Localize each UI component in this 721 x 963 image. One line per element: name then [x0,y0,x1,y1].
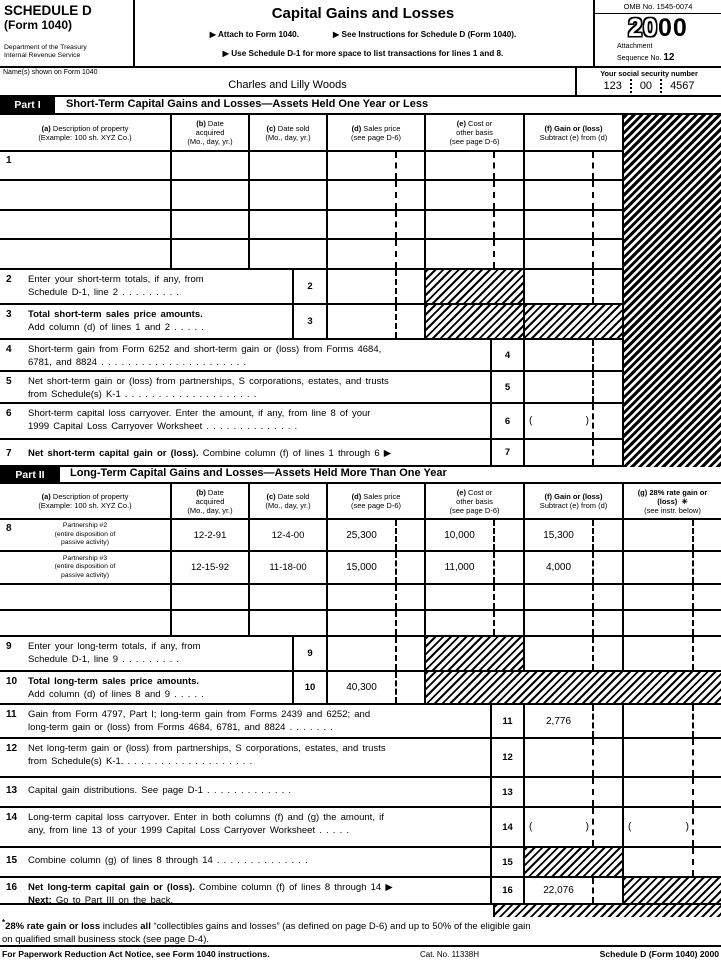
line-11-text: 11 Gain from Form 4797, Part I; long-term gain from Forms 2439 and 6252; and long-term gain or (loss) from Forms 4684, 6781, and 8824 . . . . . . . [6,709,371,734]
ssn-serial[interactable]: 4567 [670,80,695,92]
col-header-description: (a) Description of property (Example: 100 sh. XYZ Co.) [38,492,132,510]
lt-cell-cost-basis[interactable] [424,611,523,635]
st-cell-description[interactable] [0,181,170,209]
lt-cell-gain-loss[interactable]: 4,000 [523,552,622,583]
line-6-text: 6 Short-term capital loss carryover. Enter the amount, if any, from line 8 of your 1999 Capital Loss Carryover Worksheet . . . . . . . . . . . . . . [6,408,371,433]
line-5-amount-field[interactable] [523,372,622,402]
close-paren: ) [585,415,589,427]
name-row [0,68,721,97]
bottom-hatched-strip [493,905,721,917]
cents-divider [692,637,694,670]
part1-column-headers [0,113,622,152]
lt-cell-sales-price[interactable]: 25,300 [326,520,424,550]
tax-year-outline: 20 [628,14,658,42]
line-2-text: 2 Enter your short-term totals, if any, from Schedule D-1, line 2 . . . . . . . . . [6,274,204,299]
cents-divider [592,705,594,737]
open-paren: ( [529,415,533,427]
lt-cell-date-acquired[interactable] [170,585,248,609]
lt-grid-row [0,552,721,585]
cents-divider [395,611,397,635]
close-paren: ) [685,821,689,833]
cents-divider [692,705,694,737]
open-paren: ( [628,821,632,833]
cents-divider [592,552,594,583]
col-header-date-acquired: (b) Date acquired (Mo., day, yr.) [170,484,248,518]
lt-grid-row [0,520,721,552]
cents-divider [592,152,594,179]
st-cell-cost-basis[interactable] [424,181,523,209]
line-11-gain-field[interactable]: 2,776 [523,705,622,737]
form-title-block [135,0,591,68]
line-12-row [0,739,721,778]
cents-divider [395,270,397,303]
name-label: Name(s) shown on Form 1040 [3,69,98,76]
line-14-row [0,808,721,848]
line-4-row [0,340,622,372]
form-1040-label: (Form 1040) [4,17,73,32]
st-cell-sales-price[interactable] [326,181,424,209]
col-header-description: (a) Description of property (Example: 100 sh. XYZ Co.) [38,123,132,142]
st-cell-cost-basis[interactable] [424,240,523,268]
footnote-star: * [2,918,6,927]
st-grid-row [0,211,622,240]
ssn-label: Your social security number [600,69,698,78]
line-10-row [0,672,721,705]
st-cell-gain-loss[interactable] [523,211,622,238]
cents-divider [592,211,594,238]
taxpayer-name-field[interactable]: Charles and Lilly Woods [228,79,347,91]
st-cell-date-acquired[interactable] [170,181,248,209]
st-cell-date-sold[interactable] [248,240,326,268]
st-cell-date-acquired[interactable] [170,240,248,268]
line-15-28pct-field[interactable] [622,848,721,876]
line-14-text: 14 Long-term capital loss carryover. Enter in both columns (f) and (g) the amount, if any, from line 13 of your 1999 Capital Loss Carryover Worksheet . . . . . [6,812,384,837]
lt-cell-28pct-gain[interactable] [622,585,721,609]
col-header-date-acquired: (b) Date acquired (Mo., day, yr.) [170,115,248,150]
cents-divider [395,552,397,583]
hatched-cell [424,305,523,338]
lt-grid-row [0,611,721,637]
line-14-gain-field[interactable] [523,808,622,846]
footnote-line2: on qualified small business stock (see page D-4). [2,933,209,945]
line-10-text: 10 Total long-term sales price amounts. Add column (d) of lines 8 and 9 . . . . . [6,676,204,701]
line-6-row [0,404,622,440]
line-4-text: 4 Short-term gain from Form 6252 and short-term gain or (loss) from Forms 4684, 6781, and 8824 . . . . . . . . . . . . . . . . . . . . . . [6,344,382,369]
header-bullets-2 [135,48,591,58]
cents-divider [592,270,594,303]
line-9-28pct-field[interactable] [622,637,721,670]
line-12-text: 12 Net long-term gain or (loss) from partnerships, S corporations, estates, and trusts from Schedule(s) K-1. . . . . . . . . . . . . . . . . . . . [6,743,386,768]
lt-cell-date-acquired[interactable]: 12-2-91 [170,520,248,550]
col-header-gain-loss: (f) Gain or (loss) Subtract (e) from (d) [523,115,622,150]
st-cell-gain-loss[interactable] [523,181,622,209]
line-2-amount-field[interactable] [326,270,424,303]
line-2-row [0,270,622,305]
cents-divider [395,181,397,209]
description-value: Partnership #3 (entire disposition of passive activity) [54,554,116,579]
st-cell-description[interactable] [0,211,170,238]
st-cell-date-acquired[interactable] [170,152,248,179]
line-3-row [0,305,622,340]
cents-divider [592,404,594,438]
line-9-row [0,637,721,672]
line-9-amount-field[interactable] [326,637,424,670]
lt-cell-cost-basis[interactable]: 10,000 [424,520,523,550]
lt-cell-date-acquired[interactable] [170,611,248,635]
form-footer [0,949,721,963]
sequence-number: 12 [663,52,675,64]
form-footer-id: Schedule D (Form 1040) 2000 [599,949,719,959]
cents-divider [592,739,594,776]
lt-cell-cost-basis[interactable] [424,585,523,609]
st-cell-sales-price[interactable] [326,211,424,238]
cents-divider [395,305,397,338]
asterisk-icon: ✳ [681,496,688,506]
part2-bar [0,467,721,482]
cents-divider [592,372,594,402]
schedule-title [4,3,92,32]
cents-divider [493,552,495,583]
col-header-sales-price: (d) Sales price (see page D-6) [326,115,424,150]
lt-grid-row [0,585,721,611]
line-13-row [0,778,721,808]
col-header-sales-price: (d) Sales price (see page D-6) [326,484,424,518]
dept-treasury-label: Department of the Treasury [4,44,87,51]
ssn-separator [660,79,662,93]
cents-divider [692,611,694,635]
line-1-number: 1 [6,155,12,166]
ssn-field[interactable] [577,79,721,93]
footnote: *28% rate gain or loss includes all “collectibles gains and losses” (as defined on page D-6) and up to 50% of the eligible gain on qualified small business stock (see page D-4). [0,918,721,947]
line-7-amount-field[interactable] [523,440,622,465]
ssn-separator [630,79,632,93]
part1-label: Part I [0,97,55,113]
lt-cell-description[interactable] [0,585,170,609]
lt-cell-28pct-gain[interactable] [622,611,721,635]
cents-divider [592,520,594,550]
line-3-box-number: 3 [292,305,326,338]
st-cell-description[interactable] [0,240,170,268]
lt-cell-date-sold[interactable]: 11-18-00 [248,552,326,583]
st-grid-row [0,152,622,181]
cents-divider [692,520,694,550]
cents-divider [592,637,594,670]
line-7-row [0,440,622,467]
lt-cell-description[interactable] [0,520,170,550]
col-header-cost-basis: (e) Cost or other basis (see page D-6) [424,115,523,150]
lt-cell-sales-price[interactable]: 15,000 [326,552,424,583]
line-13-28pct-field[interactable] [622,778,721,806]
lt-cell-date-acquired[interactable]: 12-15-92 [170,552,248,583]
cents-divider [592,585,594,609]
part2-column-headers [0,482,721,520]
lt-cell-28pct-gain[interactable] [622,520,721,550]
st-grid-row [0,181,622,211]
ssn-area[interactable]: 123 [603,80,622,92]
cents-divider [493,611,495,635]
cents-divider [692,848,694,876]
line-6-amount-field[interactable] [523,404,622,438]
lt-cell-gain-loss[interactable] [523,585,622,609]
line-9-gain-field[interactable] [523,637,622,670]
hatched-cell [424,270,523,303]
st-grid-row [0,240,622,270]
line-5-box-number: 5 [490,372,523,402]
line-10-box-number: 10 [292,672,326,703]
cents-divider [493,211,495,238]
description-value: Partnership #2 (entire disposition of passive activity) [54,522,116,547]
attach-instruction: ▶ Attach to Form 1040. [209,30,299,39]
hatched-cell [424,637,523,670]
col-header-date-sold: (c) Date sold (Mo., day, yr.) [248,484,326,518]
lt-cell-sales-price[interactable] [326,611,424,635]
line-4-amount-field[interactable] [523,340,622,370]
lt-cell-date-sold[interactable] [248,585,326,609]
line-11-28pct-field[interactable] [622,705,721,737]
ssn-group[interactable]: 00 [639,80,653,92]
line-11-row [0,705,721,739]
omb-box [593,0,721,68]
st-cell-sales-price[interactable] [326,152,424,179]
line-16-text: 16 Net long-term capital gain or (loss). Combine column (f) of lines 8 through 14 ▶ Next: Go to Part III on the back. [6,882,393,907]
cents-divider [395,520,397,550]
cents-divider [592,878,594,903]
line-3-text: 3 Total short-term sales price amounts. Add column (d) of lines 1 and 2 . . . . . [6,309,204,334]
lt-cell-gain-loss[interactable]: 15,300 [523,520,622,550]
paperwork-notice: For Paperwork Reduction Act Notice, see Form 1040 instructions. [2,949,270,959]
cents-divider [692,552,694,583]
line-14-28pct-field[interactable] [622,808,721,846]
line-2-box-number: 2 [292,270,326,303]
cents-divider [395,240,397,268]
cents-divider [493,240,495,268]
st-cell-date-sold[interactable] [248,152,326,179]
line-9-box-number: 9 [292,637,326,670]
cents-divider [592,778,594,806]
line-7-text: 7 Net short-term capital gain or (loss). Combine column (f) of lines 1 through 6 ▶ [6,448,392,459]
hatched-cell [523,305,622,338]
header-bullets-1 [135,29,591,39]
st-cell-gain-loss[interactable] [523,152,622,179]
st-cell-date-acquired[interactable] [170,211,248,238]
st-cell-sales-price[interactable] [326,240,424,268]
cents-divider [395,672,397,703]
line-13-box-number: 13 [490,778,523,806]
line-4-box-number: 4 [490,340,523,370]
cents-divider [692,739,694,776]
col-header-date-sold: (c) Date sold (Mo., day, yr.) [248,115,326,150]
lt-cell-gain-loss[interactable] [523,611,622,635]
catalog-number: Cat. No. 11338H [420,950,479,959]
st-cell-date-sold[interactable] [248,181,326,209]
cents-divider [692,778,694,806]
cents-divider [592,808,594,846]
part1-title: Short-Term Capital Gains and Losses—Assets Held One Year or Less [66,98,429,110]
sequence-label: Sequence No. 12 [617,52,675,64]
close-paren: ) [585,821,589,833]
cents-divider [592,340,594,370]
cents-divider [395,585,397,609]
part2-title: Long-Term Capital Gains and Losses—Assets Held More Than One Year [70,467,447,479]
part1-right-hatched-area [622,113,721,467]
cents-divider [592,181,594,209]
cents-divider [592,611,594,635]
cents-divider [395,637,397,670]
st-cell-cost-basis[interactable] [424,152,523,179]
line-12-28pct-field[interactable] [622,739,721,776]
st-cell-description[interactable] [0,152,170,179]
cents-divider [692,585,694,609]
line-15-row [0,848,721,878]
line-13-text: 13 Capital gain distributions. See page D-1 . . . . . . . . . . . . . [6,785,292,796]
hatched-cell [622,878,721,903]
cents-divider [692,808,694,846]
irs-label: Internal Revenue Service [4,52,81,60]
lt-cell-cost-basis[interactable]: 11,000 [424,552,523,583]
line-9-text: 9 Enter your long-term totals, if any, from Schedule D-1, line 9 . . . . . . . . . [6,641,201,666]
part1-bar [0,97,721,113]
lt-cell-date-sold[interactable]: 12-4-00 [248,520,326,550]
line-15-text: 15 Combine column (g) of lines 8 through 14 . . . . . . . . . . . . . . [6,855,308,866]
col-header-cost-basis: (e) Cost or other basis (see page D-6) [424,484,523,518]
line-5-row [0,372,622,404]
line-15-box-number: 15 [490,848,523,876]
lt-cell-sales-price[interactable] [326,585,424,609]
hatched-cell [424,672,721,703]
st-cell-date-sold[interactable] [248,211,326,238]
see-instructions: ▶ See Instructions for Schedule D (Form 1040). [332,30,517,39]
cents-divider [592,440,594,465]
use-schedule-d1-instruction: ▶ Use Schedule D-1 for more space to list transactions for lines 1 and 8. [222,49,504,58]
attachment-label: Attachment [617,43,653,50]
line-3-amount-field[interactable] [326,305,424,338]
cents-divider [493,585,495,609]
cents-divider [493,181,495,209]
part2-label: Part II [0,467,60,482]
line-14-box-number: 14 [490,808,523,846]
cents-divider [395,211,397,238]
lt-cell-description[interactable] [0,552,170,583]
line-16-box-number: 16 [490,878,523,903]
st-cell-gain-loss[interactable] [523,240,622,268]
col-header-28pct-rate-gain: (g) 28% rate gain or (loss) ✳ (see instr. below) [622,484,721,518]
page-title: Capital Gains and Losses [271,5,455,22]
cents-divider [493,152,495,179]
line-12-box-number: 12 [490,739,523,776]
form-header [0,0,721,68]
schedule-d-label: SCHEDULE D [4,3,92,18]
cents-divider [395,152,397,179]
line-16-row [0,878,721,905]
line-10-amount-field[interactable]: 40,300 [326,672,424,703]
ssn-box [575,68,721,97]
agency-block [4,44,87,61]
st-cell-cost-basis[interactable] [424,211,523,238]
cents-divider [493,520,495,550]
lt-cell-date-sold[interactable] [248,611,326,635]
tax-year-solid: 00 [658,14,688,42]
line-13-gain-field[interactable] [523,778,622,806]
cents-divider [592,240,594,268]
omb-number: OMB No. 1545-0074 [595,0,721,14]
line-2-gain-field[interactable] [523,270,622,303]
tax-year [595,16,721,41]
open-paren: ( [529,821,533,833]
lt-cell-28pct-gain[interactable] [622,552,721,583]
line-8-number: 8 [6,523,12,534]
line-16-gain-field[interactable]: 22,076 [523,878,622,903]
line-7-box-number: 7 [490,440,523,465]
line-6-box-number: 6 [490,404,523,438]
line-12-gain-field[interactable] [523,739,622,776]
hatched-cell [523,848,622,876]
line-5-text: 5 Net short-term gain or (loss) from partnerships, S corporations, estates, and trusts from Schedule(s) K-1 . . . . . . . . . . . . . . . . . . . . [6,376,389,401]
col-header-gain-loss: (f) Gain or (loss) Subtract (e) from (d) [523,484,622,518]
line-11-box-number: 11 [490,705,523,737]
lt-cell-description[interactable] [0,611,170,635]
